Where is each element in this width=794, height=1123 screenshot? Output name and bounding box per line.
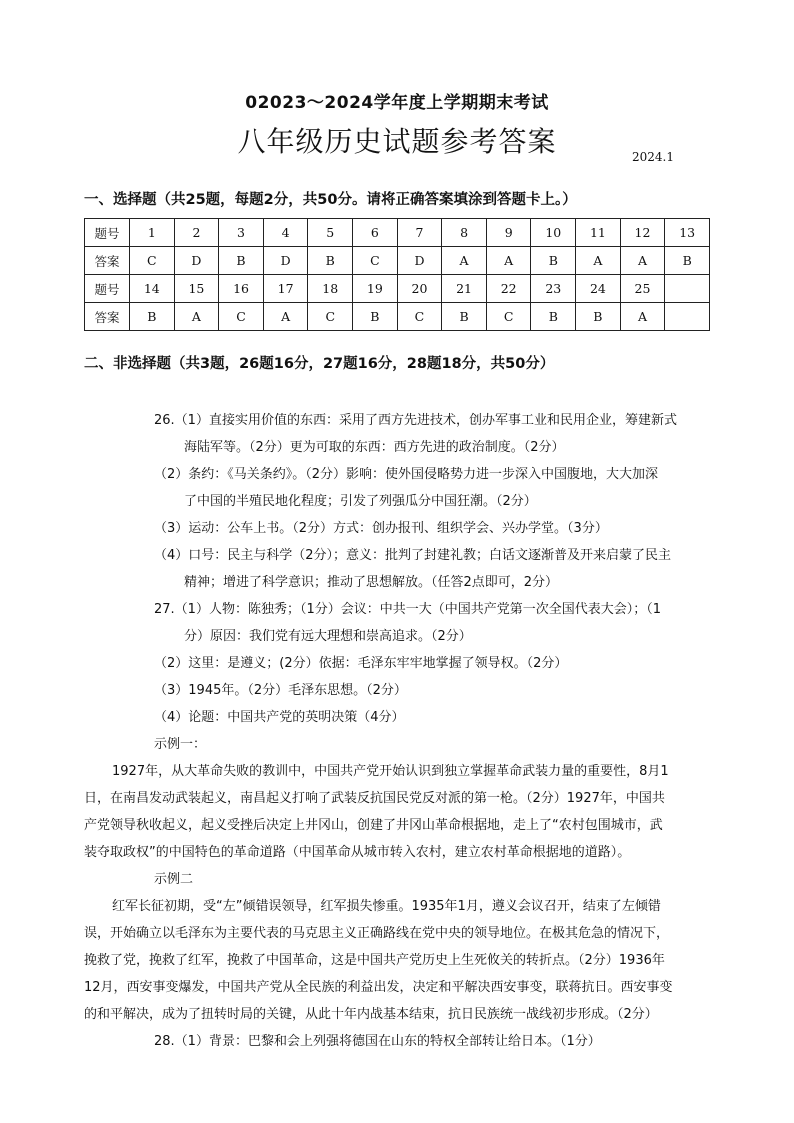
answer-line: （4）论题：中国共产党的英明决策（4分） (154, 710, 405, 725)
answer-line: 12月，西安事变爆发，中国共产党从全民族的利益出发，决定和平解决西安事变，联蒋抗日。西安事变 (84, 980, 673, 995)
table-cell: D (263, 247, 308, 275)
table-cell: B (353, 303, 398, 331)
answer-table (84, 218, 710, 331)
answer-line: 27.（1）人物：陈独秀；（1分）会议：中共一大（中国共产党第一次全国代表大会）；（1 (154, 602, 661, 617)
table-row-numbers-1 (85, 219, 710, 247)
table-cell: C (219, 303, 264, 331)
table-row-numbers-2 (85, 275, 710, 303)
table-cell: A (174, 303, 219, 331)
table-cell: D (174, 247, 219, 275)
table-cell: 13 (665, 219, 710, 247)
table-cell: B (442, 303, 487, 331)
table-cell: C (397, 303, 442, 331)
table-cell: 16 (219, 275, 264, 303)
document-date: 2024.1 (632, 150, 674, 164)
table-cell: B (576, 303, 621, 331)
table-row-answers-1 (85, 247, 710, 275)
table-cell: 25 (620, 275, 665, 303)
table-cell: D (397, 247, 442, 275)
answer-line: 26.（1）直接实用价值的东西：采用了西方先进技术，创办军事工业和民用企业，筹建新式 (154, 413, 677, 428)
table-cell: 20 (397, 275, 442, 303)
answer-line: 装夺取政权”的中国特色的革命道路（中国革命从城市转入农村，建立农村革命根据地的道路）。 (84, 845, 631, 860)
answer-line: 海陆军等。（2分）更为可取的东西：西方先进的政治制度。（2分） (184, 440, 565, 455)
answer-line: 挽救了党，挽救了红军，挽救了中国革命，这是中国共产党历史上生死攸关的转折点。（2分）1936年 (84, 953, 665, 968)
answer-line: 分）原因：我们党有远大理想和崇高追求。（2分） (184, 629, 472, 644)
answer-line: （2）条约：《马关条约》。（2分）影响：使外国侵略势力进一步深入中国腹地，大大加深 (154, 467, 659, 482)
table-cell: 17 (263, 275, 308, 303)
document-title: 八年级历史试题参考答案 (237, 125, 557, 158)
answer-line: 28.（1）背景：巴黎和会上列强将德国在山东的特权全部转让给日本。（1分） (154, 1034, 601, 1049)
answer-line: 了中国的半殖民地化程度；引发了列强瓜分中国狂潮。（2分） (184, 494, 537, 509)
row-label-answer: 答案 (85, 303, 130, 331)
row-label-number: 题号 (85, 219, 130, 247)
table-cell: A (486, 247, 531, 275)
table-cell: 21 (442, 275, 487, 303)
table-cell: 5 (308, 219, 353, 247)
answer-line: 日，在南昌发动武装起义，南昌起义打响了武装反抗国民党反对派的第一枪。（2分）1927年，中国共 (84, 791, 665, 806)
answer-line: （3）运动：公车上书。（2分）方式：创办报刊、组织学会、兴办学堂。（3分） (154, 521, 608, 536)
table-cell (665, 303, 710, 331)
answer-line: （4）口号：民主与科学（2分）；意义：批判了封建礼教；白话文逐渐普及开来启蒙了民主 (154, 548, 672, 563)
table-cell: 23 (531, 275, 576, 303)
table-cell: 22 (486, 275, 531, 303)
answer-line: 的和平解决，成为了扭转时局的关键，从此十年内战基本结束，抗日民族统一战线初步形成。（2分） (84, 1007, 658, 1022)
table-cell: B (531, 303, 576, 331)
table-cell: B (130, 303, 175, 331)
table-cell: 8 (442, 219, 487, 247)
table-cell: 19 (353, 275, 398, 303)
table-cell: C (308, 303, 353, 331)
table-row-answers-2 (85, 303, 710, 331)
table-cell: A (576, 247, 621, 275)
table-cell: B (219, 247, 264, 275)
table-cell: 3 (219, 219, 264, 247)
row-label-number: 题号 (85, 275, 130, 303)
table-cell: B (308, 247, 353, 275)
table-cell: 14 (130, 275, 175, 303)
section1-heading: 一、选择题（共25题，每题2分，共50分。请将正确答案填涂到答题卡上。） (84, 192, 577, 208)
table-cell (665, 275, 710, 303)
answer-line: 1927年，从大革命失败的教训中，中国共产党开始认识到独立掌握革命武装力量的重要性，8月1 (112, 764, 669, 779)
table-cell: 6 (353, 219, 398, 247)
table-cell: 7 (397, 219, 442, 247)
table-cell: 10 (531, 219, 576, 247)
answer-line: 精神；增进了科学意识；推动了思想解放。（任答2点即可，2分） (184, 575, 559, 590)
answer-line: 误，开始确立以毛泽东为主要代表的马克思主义正确路线在党中央的领导地位。在极其危急的情况下， (84, 926, 670, 941)
table-cell: 18 (308, 275, 353, 303)
table-cell: 11 (576, 219, 621, 247)
row-label-answer: 答案 (85, 247, 130, 275)
table-cell: A (442, 247, 487, 275)
table-cell: C (353, 247, 398, 275)
answer-line: （3）1945年。（2分）毛泽东思想。（2分） (154, 683, 407, 698)
table-cell: B (665, 247, 710, 275)
answer-line: 产党领导秋收起义，起义受挫后决定上井冈山，创建了井冈山革命根据地，走上了“农村包围城市，武 (84, 818, 663, 833)
answer-line: （2）这里：是遵义；(2分）依据：毛泽东牢牢地掌握了领导权。（2分） (154, 656, 568, 671)
table-cell: A (263, 303, 308, 331)
table-cell: 12 (620, 219, 665, 247)
table-cell: C (486, 303, 531, 331)
table-cell: 24 (576, 275, 621, 303)
table-cell: C (130, 247, 175, 275)
table-cell: 1 (130, 219, 175, 247)
answer-line: 红军长征初期，受“左”倾错误领导，红军损失惨重。1935年1月，遵义会议召开，结束了左倾错 (112, 899, 661, 914)
exam-title: 02023～2024学年度上学期期末考试 (245, 93, 549, 113)
table-cell: A (620, 247, 665, 275)
table-cell: A (620, 303, 665, 331)
table-cell: 9 (486, 219, 531, 247)
table-cell: 4 (263, 219, 308, 247)
table-cell: B (531, 247, 576, 275)
example-label: 示例二 (154, 872, 194, 887)
table-cell: 15 (174, 275, 219, 303)
table-cell: 2 (174, 219, 219, 247)
section2-heading: 二、非选择题（共3题，26题16分，27题16分，28题18分，共50分） (84, 356, 555, 372)
example-label: 示例一： (154, 737, 207, 752)
